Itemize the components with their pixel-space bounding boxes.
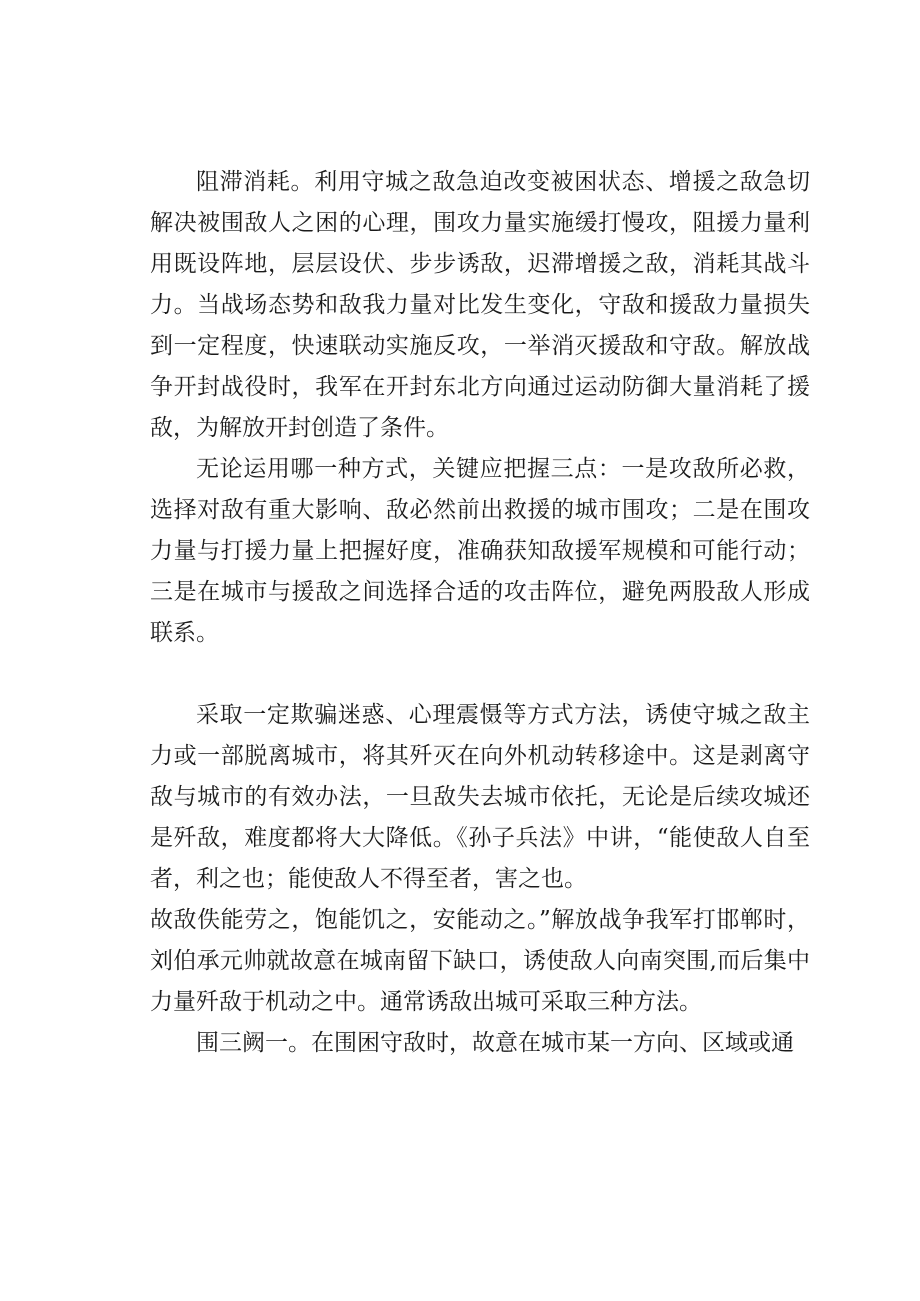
paragraph-lure-enemy: 采取一定欺骗迷惑、心理震慑等方式方法，诱使守城之敌主力或一部脱离城市，将其歼灭在向外机动转移途中。这是剥离守敌与城市的有效办法，一旦敌失去城市依托，无论是后续攻城还是歼敌，难度都将大大降低。《孙子兵法》中讲，“能使敌人自至者，利之也；能使敌人不得至者，害之也。	[150, 702, 810, 892]
paragraph-sunzi-continuation: 故敌佚能劳之，饱能饥之，安能动之。”解放战争我军打邯郸时，刘伯承元帅就故意在城南留下缺口，诱使敌人向南突围,而后集中力量歼敌于机动之中。通常诱敌出城可采取三种方法。	[150, 907, 810, 1015]
paragraph-encircle-three-sides: 围三阙一。在围困守敌时，故意在城市某一方向、区域或通	[196, 1030, 794, 1056]
paragraph-key-points: 无论运用哪一种方式，关键应把握三点：一是攻敌所必救，选择对敌有重大影响、敌必然前出救援的城市围攻；二是在围攻力量与打援力量上把握好度，准确获知敌援军规模和可能行动；三是在城市与援敌之间选择合适的攻击阵位，避免两股敌人形成联系。	[150, 456, 810, 646]
paragraph-gap	[150, 654, 810, 695]
document-body	[150, 162, 810, 1064]
paragraph-blocking-attrition: 阻滞消耗。利用守城之敌急迫改变被困状态、增援之敌急切解决被围敌人之困的心理，围攻力量实施缓打慢攻，阻援力量利用既设阵地，层层设伏、步步诱敌，迟滞增援之敌，消耗其战斗力。当战场态势和敌我力量对比发生变化，守敌和援敌力量损失到一定程度，快速联动实施反攻，一举消灭援敌和守敌。解放战争开封战役时，我军在开封东北方向通过运动防御大量消耗了援敌，为解放开封创造了条件。	[150, 169, 810, 441]
